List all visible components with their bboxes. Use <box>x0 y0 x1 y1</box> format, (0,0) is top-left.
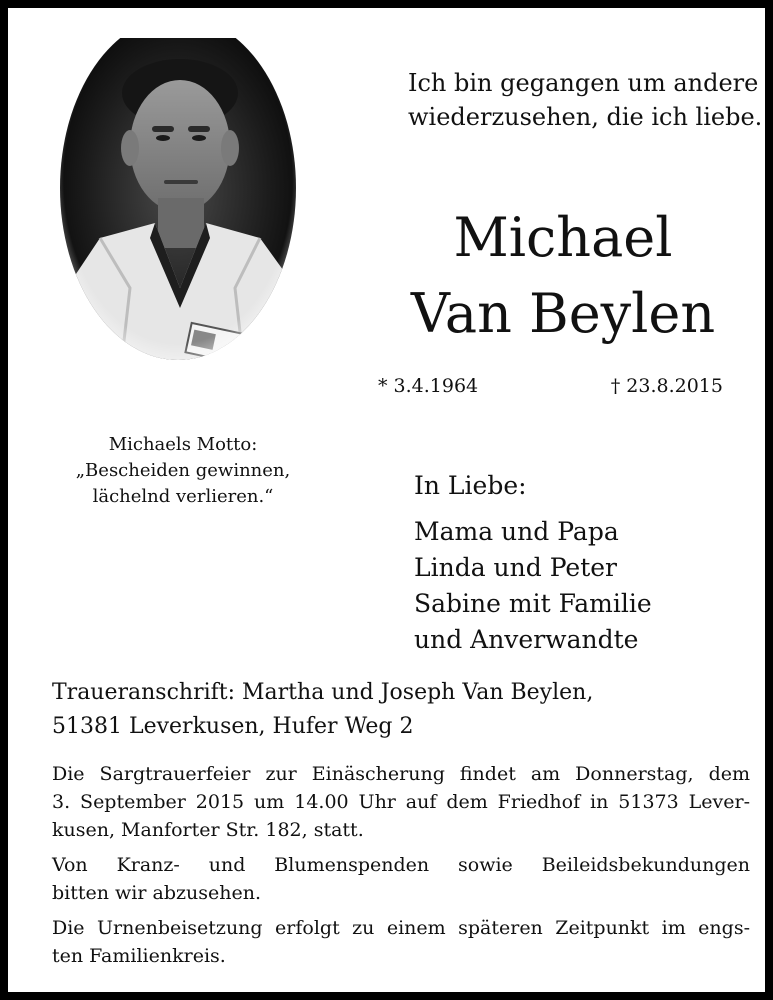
portrait-photo <box>60 38 296 376</box>
quote-line: Ich bin gegangen um andere <box>408 69 759 97</box>
mourners-block <box>414 468 744 658</box>
death-date: † 23.8.2015 <box>610 375 723 397</box>
announcements <box>52 760 750 977</box>
text-line: kusen, Manforter Str. 182, statt. <box>52 819 364 841</box>
memorial-quote <box>408 66 763 134</box>
motto-line: lächelnd verlieren.“ <box>92 486 274 507</box>
mourner-name: Mama und Papa <box>414 517 619 546</box>
mourner-name: und Anverwandte <box>414 625 639 654</box>
text-line: Die Urnenbeisetzung erfolgt zu einem späteren Zeitpunkt im engs- <box>52 917 750 939</box>
mourning-address <box>52 676 742 744</box>
motto-line: „Bescheiden gewinnen, <box>75 460 291 481</box>
quote-line: wiederzusehen, die ich liebe. <box>408 103 763 131</box>
address-line: Traueranschrift: Martha und Joseph Van Beylen, <box>52 680 594 705</box>
text-line: 3. September 2015 um 14.00 Uhr auf dem Friedhof in 51373 Lever- <box>52 791 750 813</box>
text-line: Die Sargtrauerfeier zur Einäscherung findet am Donnerstag, dem <box>52 763 750 785</box>
deceased-name <box>368 200 758 352</box>
first-name: Michael <box>453 206 673 269</box>
text-line: bitten wir abzusehen. <box>52 882 261 904</box>
birth-date: * 3.4.1964 <box>378 375 479 397</box>
motto-block <box>48 432 318 510</box>
ceremony-paragraph <box>52 760 750 844</box>
text-line: Von Kranz- und Blumenspenden sowie Beileidsbekundungen <box>52 854 750 876</box>
mourners-heading: In Liebe: <box>414 471 527 500</box>
mourner-name: Sabine mit Familie <box>414 589 652 618</box>
last-name: Van Beylen <box>410 282 716 345</box>
urn-paragraph <box>52 914 750 970</box>
text-line: ten Familienkreis. <box>52 945 226 967</box>
flowers-paragraph <box>52 851 750 907</box>
address-line: 51381 Leverkusen, Hufer Weg 2 <box>52 714 414 739</box>
motto-heading: Michaels Motto: <box>108 434 258 455</box>
mourner-name: Linda und Peter <box>414 553 617 582</box>
